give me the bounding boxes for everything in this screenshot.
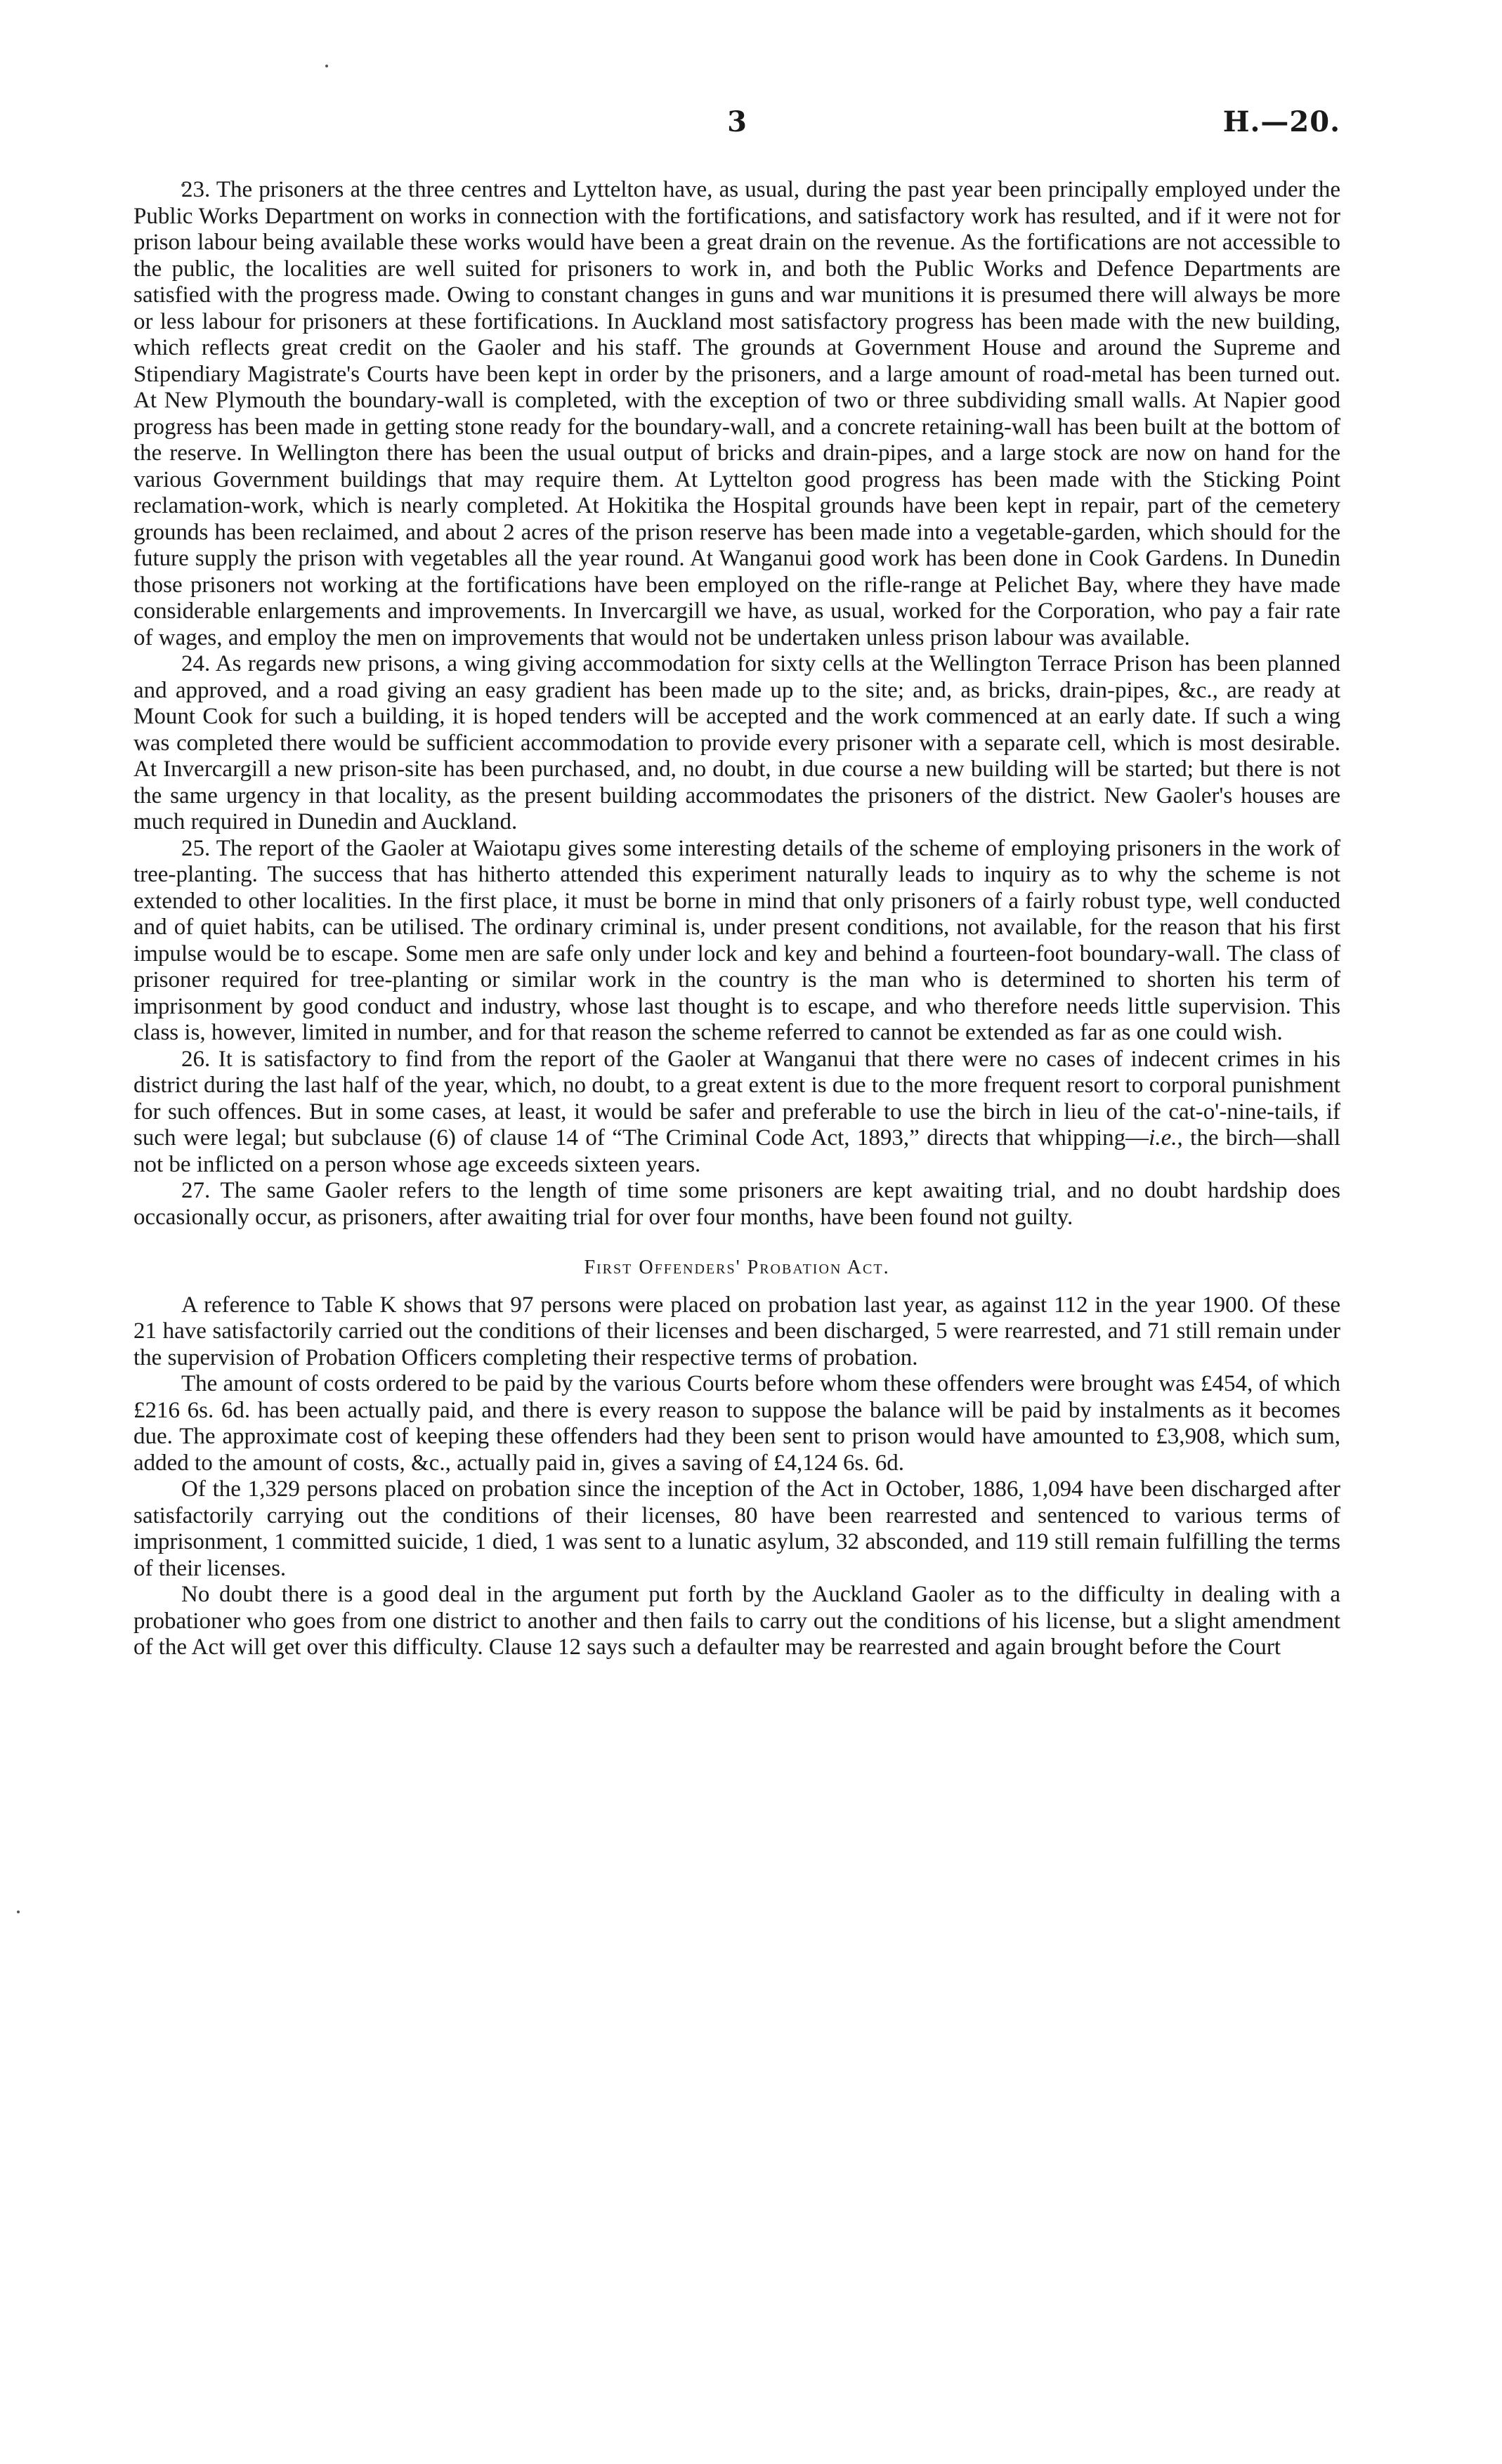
paragraph-24: 24. As regards new prisons, a wing giving accommodation for sixty cells at the Wellington Terrace Prison has been planned and approved, and a road giving an easy gradient has been made up to the site; and, as bricks, drain-pipes, &c., are ready at Mount Cook for such a building, it is hoped tenders will be accepted and the work commenced at an early date. If such a wing was completed there would be sufficient accommodation to provide every prisoner with a separate cell, which is most desirable. At Invercargill a new prison-site has been purchased, and, no doubt, in due course a new building will be started; but there is not the same urgency in that locality, as the present building accommodates the prisoners of the district. New Gaoler's houses are much required in Dunedin and Auckland. [133, 651, 1340, 834]
page-header [133, 105, 1340, 148]
probation-paragraph-4: No doubt there is a good deal in the argument put forth by the Auckland Gaoler as to the difficulty in dealing with a probationer who goes from one district to another and then fails to carry out the conditions of his license, but a slight amendment of the Act will get over this difficulty. Clause 12 says such a defaulter may be rearrested and again brought before the Court [133, 1582, 1340, 1660]
paragraph-26-part-a: 26. It is satisfactory to find from the report of the Gaoler at Wanganui that there were no cases of indecent crimes in his district during the last half of the year, which, no doubt, to a great extent is due to the more frequent resort to corporal punishment for such offences. But in some cases, at least, it would be safer and preferable to use the birch in lieu of the cat-o'-nine-tails, if such were legal; but subclause (6) of clause 14 of “The Criminal Code Act, 1893,” directs that whipping— [133, 1046, 1340, 1151]
section-heading: First Offenders' Probation Act. [584, 1257, 890, 1278]
paragraph-26-ie: i.e. [1149, 1125, 1177, 1151]
probation-paragraph-2: The amount of costs ordered to be paid by the various Courts before whom these offenders were brought was £454, of which £216 6s. 6d. has been actually paid, and there is every reason to suppose the balance will be paid by instalments as it becomes due. The approximate cost of keeping these offenders had they been sent to prison would have amounted to £3,908, which sum, added to the amount of costs, &c., actually paid in, gives a saving of £4,124 6s. 6d. [133, 1371, 1340, 1476]
page-number: 3 [727, 105, 747, 138]
scan-speck [325, 65, 328, 67]
paragraph-25: 25. The report of the Gaoler at Waiotapu gives some interesting details of the scheme of employing prisoners in the work of tree-planting. The success that has hitherto attended this experiment naturally leads to inquiry as to why the scheme is not extended to other localities. In the first place, it must be borne in mind that only prisoners of a fairly robust type, well conducted and of quiet habits, can be utilised. The ordinary criminal is, under present conditions, not available, for the reason that his first impulse would be to escape. Some men are safe only under lock and key and behind a fourteen-foot boundary-wall. The class of prisoner required for tree-planting or similar work in the country is the man who is determined to shorten his term of imprisonment by good conduct and industry, whose last thought is to escape, and who therefore needs little supervision. This class is, however, limited in number, and for that reason the scheme referred to cannot be extended as far as one could wish. [133, 835, 1340, 1045]
probation-paragraph-3: Of the 1,329 persons placed on probation since the inception of the Act in October, 1886, 1,094 have been discharged after satisfactorily carrying out the conditions of their licenses, 80 have been rearrested and sentenced to various terms of imprisonment, 1 committed suicide, 1 died, 1 was sent to a lunatic asylum, 32 absconded, and 119 still remain fulfilling the terms of their licenses. [133, 1476, 1340, 1581]
scan-speck [17, 1911, 20, 1913]
paragraph-26-part-b: , the birch—shall not be inflicted on a person whose age exceeds sixteen years. [133, 1125, 1341, 1177]
probation-paragraph-1: A reference to Table K shows that 97 persons were placed on probation last year, as against 112 in the year 1900. Of these 21 have satisfactorily carried out the conditions of their licenses and been discharged, 5 were rearrested, and 71 still remain under the supervision of Probation Officers completing their respective terms of probation. [133, 1292, 1340, 1370]
paragraph-27: 27. The same Gaoler refers to the length of time some prisoners are kept awaiting trial, and no doubt hardship does occasionally occur, as prisoners, after awaiting trial for over four months, have been found not guilty. [133, 1178, 1340, 1230]
document-body [133, 177, 1340, 1661]
paragraph-26 [133, 1047, 1340, 1179]
document-reference: H.—20. [1222, 105, 1340, 138]
paragraph-23: 23. The prisoners at the three centres and Lyttelton have, as usual, during the past year been principally employed under the Public Works Department on works in connection with the fortifications, and satisfactory work has resulted, and if it were not for prison labour being available these works would have been a great drain on the revenue. As the fortifications are not accessible to the public, the localities are well suited for prisoners to work in, and both the Public Works and Defence Departments are satisfied with the progress made. Owing to constant changes in guns and war munitions it is presumed there will always be more or less labour for prisoners at these fortifications. In Auckland most satisfactory progress has been made with the new building, which reflects great credit on the Gaoler and his staff. The grounds at Government House and around the Supreme and Stipendiary Magistrate's Courts have been kept in order by the prisoners, and a large amount of road-metal has been turned out. At New Plymouth the boundary-wall is completed, with the exception of two or three subdividing small walls. At Napier good progress has been made in getting stone ready for the boundary-wall, and a concrete retaining-wall has been built at the bottom of the reserve. In Wellington there has been the usual output of bricks and drain-pipes, and a large stock are now on hand for the various Government buildings that may require them. At Lyttelton good progress has been made with the Sticking Point reclamation-work, which is nearly completed. At Hokitika the Hospital grounds have been kept in repair, part of the cemetery grounds has been reclaimed, and about 2 acres of the prison reserve has been made into a vegetable-garden, which should for the future supply the prison with vegetables all the year round. At Wanganui good work has been done in Cook Gardens. In Dunedin those prisoners not working at the fortifications have been employed on the rifle-range at Pelichet Bay, where they have made considerable enlargements and improvements. In Invercargill we have, as usual, worked for the Corporation, who pay a fair rate of wages, and employ the men on improvements that would not be undertaken unless prison labour was available. [133, 177, 1340, 650]
